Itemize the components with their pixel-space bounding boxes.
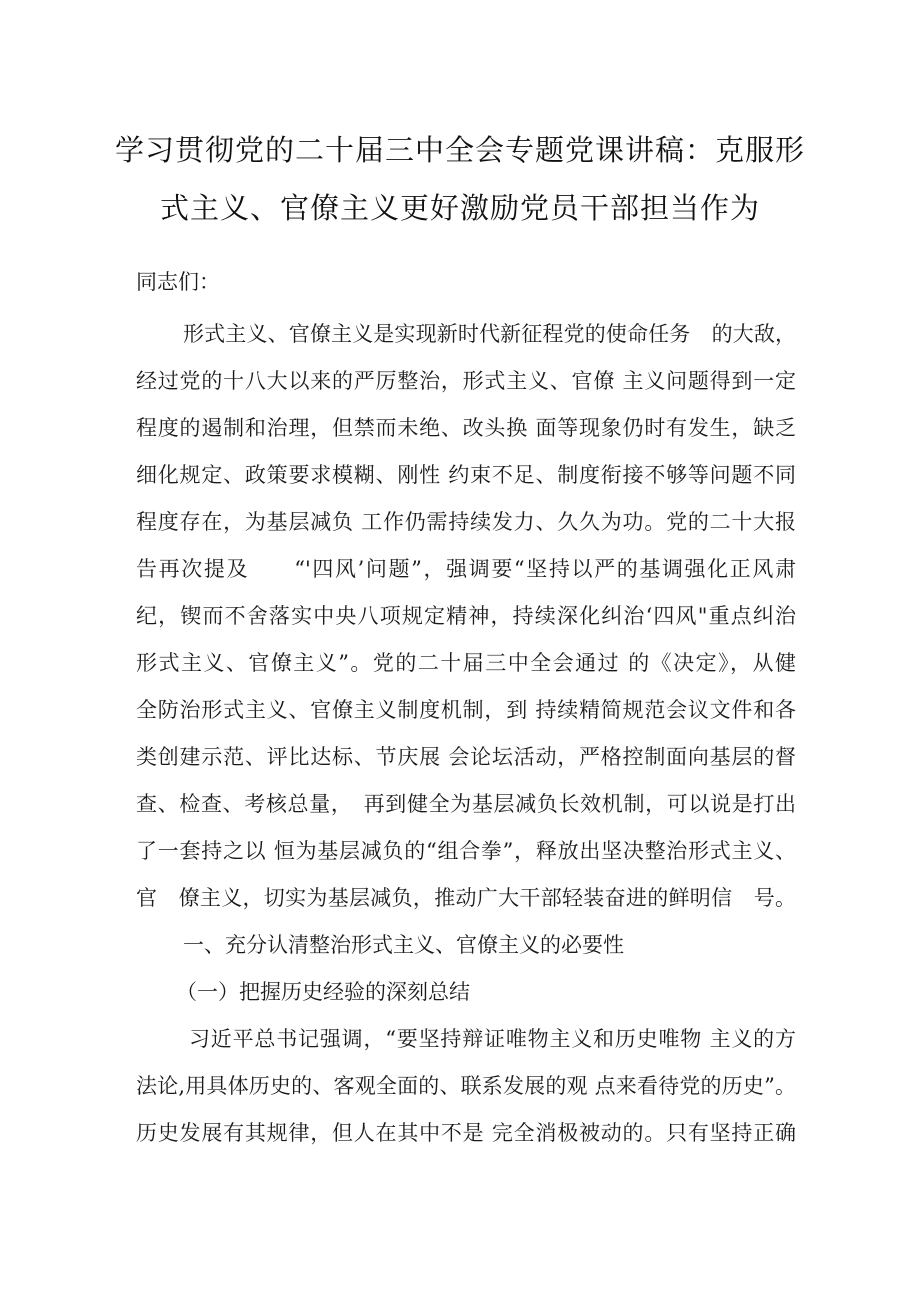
paragraph-2-line: 历史发展有其规律，但人在其中不是 完全消极被动的。只有坚持正确 — [136, 1121, 796, 1145]
paragraph-1-line: 程度存在，为基层减负 工作仍需持续发力、久久为功。党的二十大报 — [136, 510, 796, 534]
paragraph-1-line: 告再次提及 “'四风’问题”，强调要“坚持以严的基调强化正风肃 — [136, 557, 796, 581]
paragraph-2-line: 法论,用具体历史的、客观全面的、联系发展的观 点来看待党的历史”。 — [136, 1074, 796, 1098]
paragraph-1-line: 程度的遏制和治理，但禁而未绝、改头换 面等现象仍时有发生，缺乏 — [136, 416, 796, 440]
paragraph-2-line: 习近平总书记强调，“要坚持辩证唯物主义和历史唯物 主义的方 — [189, 1027, 796, 1051]
paragraph-1-line: 形式主义、官僚主义”。党的二十届三中全会通过 的《决定》，从健 — [136, 651, 796, 675]
paragraph-1-line: 经过党的十八大以来的严厉整治，形式主义、官僚 主义问题得到一定 — [136, 369, 796, 393]
paragraph-1-line: 官 僚主义，切实为基层减负，推动广大干部轻装奋进的鲜明信 号。 — [136, 886, 796, 910]
subsection-heading-1: （一）把握历史经验的深刻总结 — [176, 980, 470, 1004]
paragraph-1-line: 查、检查、考核总量， 再到健全为基层减负长效机制，可以说是打出 — [136, 792, 796, 816]
salutation: 同志们： — [136, 270, 220, 294]
paragraph-1-line: 类创建示范、评比达标、节庆展 会论坛活动，严格控制面向基层的督 — [136, 745, 796, 769]
paragraph-1-line: 形式主义、官僚主义是实现新时代新征程党的使命任务 的大敌， — [183, 322, 796, 346]
document-title-line-2: 式主义、官僚主义更好激励党员干部担当作为 — [159, 191, 760, 225]
document-title-line-1: 学习贯彻党的二十届三中全会专题党课讲稿：克服形 — [114, 133, 805, 167]
paragraph-1-line: 全防治形式主义、官僚主义制度机制，到 持续精简规范会议文件和各 — [136, 698, 796, 722]
section-heading-1: 一、充分认清整治形式主义、官僚主义的必要性 — [183, 933, 624, 957]
paragraph-1-line: 纪，锲而不舍落实中央八项规定精神，持续深化纠治‘四风"重点纠治 — [136, 604, 796, 628]
paragraph-1-line: 了一套持之以 恒为基层减负的“组合拳”，释放出坚决整治形式主义、 — [136, 839, 796, 863]
paragraph-1-line: 细化规定、政策要求模糊、刚性 约束不足、制度衔接不够等问题不同 — [136, 463, 796, 487]
